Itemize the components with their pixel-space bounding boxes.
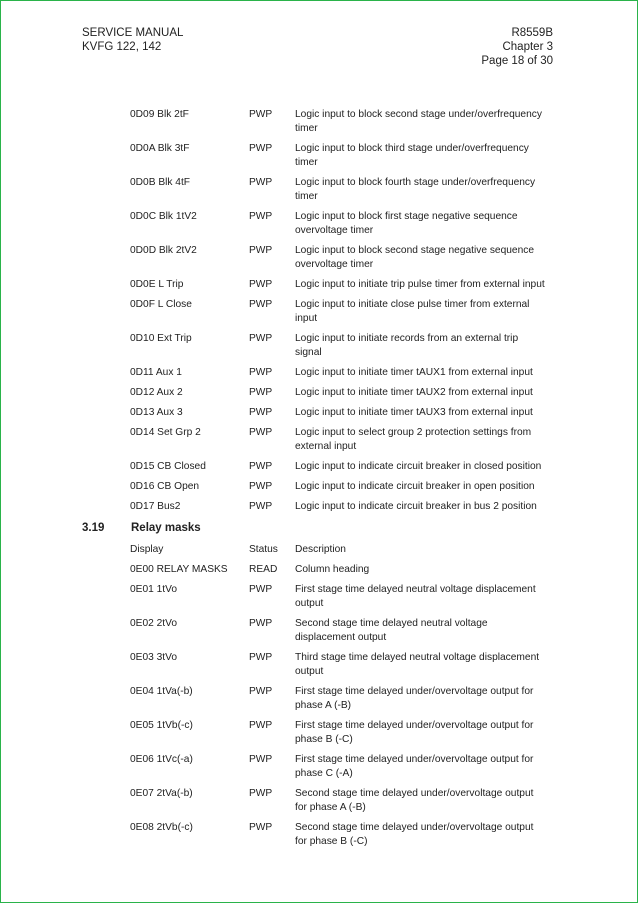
cell-code: 0E05 1tVb(-c)	[130, 720, 193, 731]
cell-code: 0E07 2tVa(-b)	[130, 788, 193, 799]
table-row	[130, 176, 560, 204]
description-line: Third stage time delayed neutral voltage displacement	[295, 652, 540, 663]
cell-status: PWP	[249, 584, 273, 595]
cell-description	[295, 617, 560, 645]
cell-code: 0D16 CB Open	[130, 481, 200, 492]
table-row	[130, 480, 560, 494]
description-line: First stage time delayed neutral voltage displacement	[295, 584, 536, 595]
cell-status: PWP	[249, 652, 273, 663]
cell-description	[295, 406, 560, 420]
cell-status: PWP	[249, 427, 273, 438]
description-line: displacement output	[295, 632, 387, 643]
cell-description	[295, 651, 560, 679]
table-row	[130, 108, 560, 136]
cell-description	[295, 332, 560, 360]
chapter-label: Chapter 3	[502, 41, 553, 53]
cell-code: 0D0E L Trip	[130, 279, 184, 290]
cell-code: 0D11 Aux 1	[130, 367, 182, 378]
cell-description	[295, 543, 560, 557]
description-line: Column heading	[295, 564, 370, 575]
cell-status: PWP	[249, 686, 273, 697]
cell-description	[295, 142, 560, 170]
description-line: for phase B (-C)	[295, 836, 368, 847]
description-line: Logic input to block second stage negative sequence	[295, 245, 535, 256]
cell-description	[295, 500, 560, 514]
table-row	[130, 298, 560, 326]
cell-code: 0D12 Aux 2	[130, 387, 183, 398]
description-line: Logic input to block third stage under/overfrequency	[295, 143, 529, 154]
cell-code: 0E04 1tVa(-b)	[130, 686, 193, 697]
cell-status: Status	[249, 544, 278, 555]
cell-status: PWP	[249, 299, 273, 310]
header-right	[481, 26, 553, 68]
cell-description	[295, 563, 560, 577]
table-row	[130, 543, 560, 557]
table-row	[130, 332, 560, 360]
table-row	[130, 821, 560, 849]
description-line: input	[295, 313, 318, 324]
table-row	[130, 651, 560, 679]
cell-description	[295, 278, 560, 292]
description-line: Second stage time delayed neutral voltage	[295, 618, 488, 629]
cell-status: PWP	[249, 501, 273, 512]
description-line: output	[295, 598, 324, 609]
description-line: Logic input to initiate close pulse timer from external	[295, 299, 530, 310]
description-line: external input	[295, 441, 357, 452]
cell-status: PWP	[249, 109, 273, 120]
description-line: Second stage time delayed under/overvoltage output	[295, 822, 534, 833]
cell-description	[295, 719, 560, 747]
cell-code: Display	[130, 544, 164, 555]
description-line: Logic input to indicate circuit breaker in open position	[295, 481, 535, 492]
table-row	[130, 787, 560, 815]
cell-status: PWP	[249, 333, 273, 344]
cell-description	[295, 108, 560, 136]
cell-status: PWP	[249, 754, 273, 765]
table-row	[130, 460, 560, 474]
description-line: Logic input to initiate timer tAUX2 from external input	[295, 387, 533, 398]
cell-description	[295, 821, 560, 849]
description-line: First stage time delayed under/overvoltage output for	[295, 686, 534, 697]
cell-description	[295, 583, 560, 611]
cell-status: PWP	[249, 177, 273, 188]
table-row	[130, 500, 560, 514]
description-line: Second stage time delayed under/overvoltage output	[295, 788, 534, 799]
description-line: phase B (-C)	[295, 734, 353, 745]
description-line: timer	[295, 157, 318, 168]
manual-title: SERVICE MANUAL	[82, 27, 184, 39]
table-row	[130, 366, 560, 380]
cell-code: 0E08 2tVb(-c)	[130, 822, 193, 833]
description-line: for phase A (-B)	[295, 802, 366, 813]
cell-code: 0D15 CB Closed	[130, 461, 206, 472]
cell-description	[295, 426, 560, 454]
cell-code: 0E00 RELAY MASKS	[130, 564, 228, 575]
table-row	[130, 406, 560, 420]
cell-code: 0D17 Bus2	[130, 501, 181, 512]
table-row	[130, 563, 560, 577]
description-line: Logic input to block first stage negative sequence	[295, 211, 518, 222]
cell-status: READ	[249, 564, 278, 575]
table-row	[130, 685, 560, 713]
description-line: timer	[295, 191, 318, 202]
header-left	[82, 26, 183, 54]
cell-code: 0D10 Ext Trip	[130, 333, 192, 344]
table-row	[130, 278, 560, 292]
cell-description	[295, 787, 560, 815]
cell-description	[295, 386, 560, 400]
cell-status: PWP	[249, 822, 273, 833]
cell-status: PWP	[249, 143, 273, 154]
description-line: First stage time delayed under/overvoltage output for	[295, 754, 534, 765]
table-row	[130, 142, 560, 170]
cell-status: PWP	[249, 720, 273, 731]
relay-mask-table	[130, 543, 560, 855]
description-line: output	[295, 666, 324, 677]
cell-status: PWP	[249, 211, 273, 222]
table-row	[130, 583, 560, 611]
cell-status: PWP	[249, 788, 273, 799]
cell-description	[295, 685, 560, 713]
description-line: phase A (-B)	[295, 700, 352, 711]
table-row	[130, 426, 560, 454]
description-line: overvoltage timer	[295, 225, 374, 236]
description-line: Logic input to initiate timer tAUX3 from external input	[295, 407, 533, 418]
page-number: Page 18 of 30	[481, 55, 553, 67]
cell-description	[295, 176, 560, 204]
table-row	[130, 210, 560, 238]
cell-code: 0E01 1tVo	[130, 584, 178, 595]
cell-description	[295, 366, 560, 380]
cell-code: 0E02 2tVo	[130, 618, 178, 629]
table-row	[130, 753, 560, 781]
description-line: Logic input to indicate circuit breaker in bus 2 position	[295, 501, 537, 512]
cell-status: PWP	[249, 387, 273, 398]
cell-code: 0D0F L Close	[130, 299, 192, 310]
table-row	[130, 244, 560, 272]
description-line: Logic input to select group 2 protection settings from	[295, 427, 532, 438]
section-title: Relay masks	[131, 522, 201, 534]
cell-description	[295, 480, 560, 494]
description-line: First stage time delayed under/overvoltage output for	[295, 720, 534, 731]
cell-code: 0D14 Set Grp 2	[130, 427, 201, 438]
section-heading	[82, 522, 201, 534]
description-line: Logic input to initiate records from an external trip	[295, 333, 519, 344]
cell-code: 0D09 Blk 2tF	[130, 109, 189, 120]
cell-code: 0D0C Blk 1tV2	[130, 211, 197, 222]
cell-code: 0D13 Aux 3	[130, 407, 183, 418]
description-line: Logic input to block second stage under/overfrequency	[295, 109, 542, 120]
table-row	[130, 719, 560, 747]
description-line: Logic input to initiate timer tAUX1 from external input	[295, 367, 533, 378]
description-line: Description	[295, 544, 346, 555]
cell-code: 0D0D Blk 2tV2	[130, 245, 197, 256]
cell-status: PWP	[249, 461, 273, 472]
model-number: KVFG 122, 142	[82, 41, 162, 53]
section-number: 3.19	[82, 522, 105, 534]
cell-status: PWP	[249, 407, 273, 418]
description-line: Logic input to initiate trip pulse timer from external input	[295, 279, 545, 290]
cell-status: PWP	[249, 245, 273, 256]
cell-description	[295, 460, 560, 474]
cell-description	[295, 298, 560, 326]
cell-code: 0E03 3tVo	[130, 652, 178, 663]
table-row	[130, 617, 560, 645]
cell-code: 0D0B Blk 4tF	[130, 177, 191, 188]
logic-input-table	[130, 108, 560, 520]
cell-status: PWP	[249, 481, 273, 492]
description-line: Logic input to indicate circuit breaker in closed position	[295, 461, 542, 472]
cell-status: PWP	[249, 279, 273, 290]
cell-description	[295, 753, 560, 781]
cell-description	[295, 244, 560, 272]
table-row	[130, 386, 560, 400]
cell-code: 0E06 1tVc(-a)	[130, 754, 193, 765]
description-line: Logic input to block fourth stage under/overfrequency	[295, 177, 536, 188]
cell-status: PWP	[249, 618, 273, 629]
description-line: timer	[295, 123, 318, 134]
cell-description	[295, 210, 560, 238]
cell-status: PWP	[249, 367, 273, 378]
description-line: overvoltage timer	[295, 259, 374, 270]
cell-code: 0D0A Blk 3tF	[130, 143, 190, 154]
description-line: signal	[295, 347, 322, 358]
description-line: phase C (-A)	[295, 768, 353, 779]
doc-reference: R8559B	[511, 27, 553, 39]
